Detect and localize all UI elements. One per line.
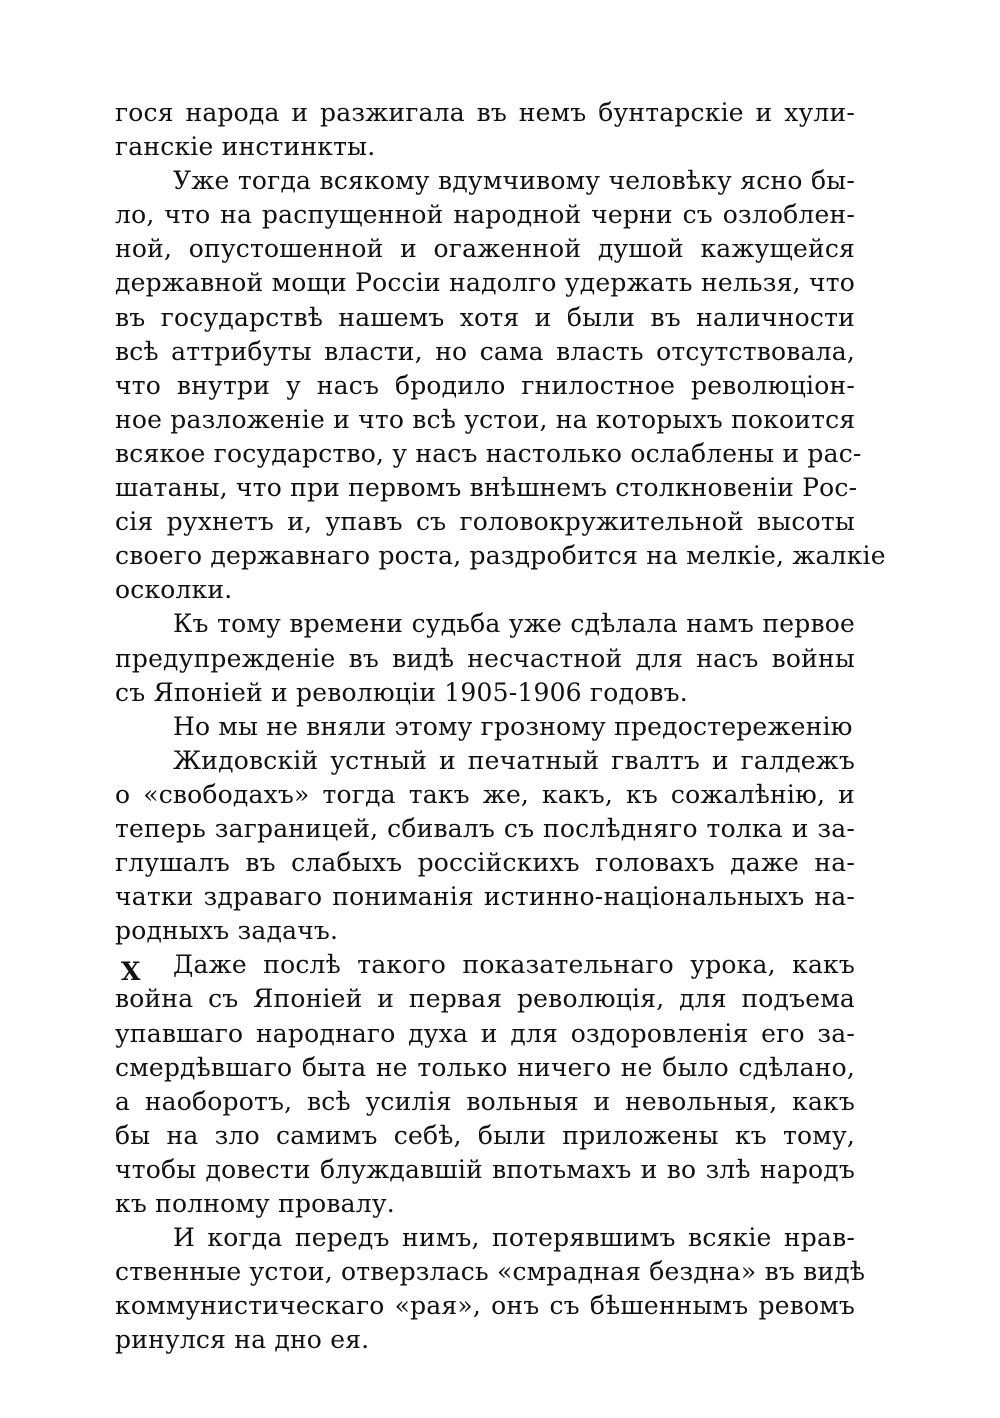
text-line: ло, что на распущенной народной черни съ озлоблен- [115,200,855,230]
text-line: съ Японiей и революцiи 1905-1906 годовъ. [115,677,688,707]
paragraph-first-line: Уже тогда всякому вдумчивому человѣку ясно бы- [173,166,855,196]
text-line: сiя рухнетъ и, упавъ съ головокружительной высоты [115,507,855,537]
text-line: что внутри у насъ бродило гнилостное революцiон- [115,370,855,400]
text-line: о «свободахъ» тогда такъ же, какъ, къ сожалѣнiю, и [115,779,855,809]
text-line: теперь заграницей, сбивалъ съ послѣдняго толка и за- [115,813,855,843]
text-line: ринулся на дно ея. [115,1325,370,1355]
text-line: осколки. [115,575,233,605]
text-line: коммунистическаго «рая», онъ съ бѣшеннымъ ревомъ [115,1291,855,1321]
paragraph-first-line: Къ тому времени судьба уже сдѣлала намъ первое [173,609,855,639]
text-line: родныхъ задачъ. [115,916,339,946]
page-number: X [121,957,141,986]
page-text [115,96,886,1357]
paragraph-first-line: И когда передъ нимъ, потерявшимъ всякiе нрав- [173,1223,855,1253]
text-line: чатки здраваго пониманiя истинно-нацiональныхъ на- [115,882,855,912]
text-line: ное разложенiе и что всѣ устои, на которыхъ покоится [115,404,856,434]
text-line: упавшаго народнаго духа и для оздоровленiя его за- [115,1018,855,1048]
text-line: смердѣвшаго быта не только ничего не было сдѣлано, [115,1052,855,1082]
text-line: бы на зло самимъ себѣ, были приложены къ тому, [115,1120,855,1150]
text-line: предупрежденiе въ видѣ несчастной для насъ войны [115,643,855,673]
text-line: гося народа и разжигала въ немъ бунтарскiе и хули- [115,98,855,127]
text-line: чтобы довести блуждавшiй впотьмахъ и во злѣ народъ [115,1154,855,1184]
text-line: война съ Японiей и первая революцiя, для подъема [115,984,855,1014]
text-line: всякое государство, у насъ настолько ослаблены и рас- [115,438,862,468]
text-line: ганскiе инстинкты. [115,132,376,162]
text-line: а наоборотъ, всѣ усилiя вольныя и невольныя, какъ [115,1086,855,1116]
text-line: ственные устои, отверзлась «смрадная бездна» въ видѣ [115,1257,866,1287]
text-line: въ государствѣ нашемъ хотя и были въ наличности [115,302,855,332]
paragraph-first-line: Жидовскiй устный и печатный гвалтъ и галдежъ [173,745,855,775]
text-line: ной, опустошенной и огаженной душой кажущейся [115,234,855,264]
paragraph-first-line: Но мы не вняли этому грозному предостереженiю [173,711,853,741]
paragraph-first-line: Даже послѣ такого показательнаго урока, какъ [173,950,855,980]
text-line: своего державнаго роста, раздробится на мелкiе, жалкiе [115,541,886,571]
text-line: къ полному провалу. [115,1189,395,1218]
text-line: всѣ аттрибуты власти, но сама власть отсутствовала, [115,336,855,366]
text-line: глушалъ въ слабыхъ россiйскихъ головахъ даже на- [115,848,855,878]
text-line: державной мощи Россiи надолго удержать нельзя, что [115,268,855,298]
text-line: шатаны, что при первомъ внѣшнемъ столкновенiи Рос- [115,473,858,503]
